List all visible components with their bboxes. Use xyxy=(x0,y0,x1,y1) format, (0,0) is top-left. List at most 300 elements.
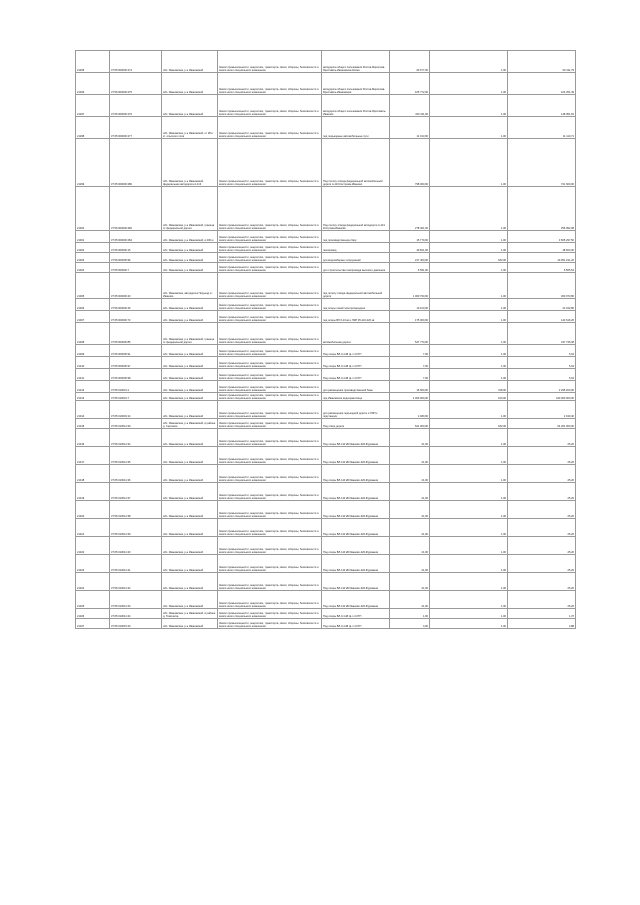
cell-cost: 25,20 xyxy=(508,537,576,555)
cell-n: 21318 xyxy=(76,465,110,483)
cell-addr: обл. Ивановская, р-н Ивановский xyxy=(162,401,218,419)
cell-area: 21,00 xyxy=(390,591,430,609)
cell-cat: Земли промышленности, энергетики, транспорта, связи, обороны, безопасности и земли иного специального назначения xyxy=(218,51,322,73)
cell-share: 1,00 xyxy=(430,501,508,519)
cell-use: Под опоры ВЛ-110 кВ Иваново-220-Фурманов xyxy=(322,573,390,591)
cell-cad: 37:05:010014:44 xyxy=(110,609,162,619)
cell-cad: 37:05:010014:39 xyxy=(110,519,162,537)
cell-cat: Земли промышленности, энергетики, транспорта, связи, обороны, безопасности и земли иного специального назначения xyxy=(218,609,322,619)
cell-cat: Земли промышленности, энергетики, транспорта, связи, обороны, безопасности и земли иного специального назначения xyxy=(218,273,322,299)
table-row xyxy=(76,401,576,419)
cell-cat: Земли промышленности, энергетики, транспорта, связи, обороны, безопасности и земли иного специального назначения xyxy=(218,187,322,231)
table-row xyxy=(76,139,576,187)
cell-share: 1,00 xyxy=(430,231,508,243)
table-row xyxy=(76,419,576,429)
table-row xyxy=(76,555,576,573)
cell-n: 21296 xyxy=(76,73,110,95)
cell-area: 7,00 xyxy=(390,369,430,381)
cell-addr: обл. Ивановская, р-н Ивановский xyxy=(162,369,218,381)
cell-cat: Земли промышленности, энергетики, транспорта, связи, обороны, безопасности и земли иного специального назначения xyxy=(218,253,322,263)
cell-use: Под отвод дороги xyxy=(322,419,390,429)
cell-area: 278 301,00 xyxy=(390,187,430,231)
cell-cat: Земли промышленности, энергетики, транспорта, связи, обороны, безопасности и земли иного специального назначения xyxy=(218,231,322,243)
cell-n: 21315 xyxy=(76,419,110,429)
cell-n: 21295 xyxy=(76,51,110,73)
cell-area: 21,00 xyxy=(390,519,430,537)
table-row xyxy=(76,95,576,117)
cell-cad: 37:05:000000:275 xyxy=(110,73,162,95)
cell-share: 1,00 xyxy=(430,299,508,311)
cell-use: Под опоры ВЛ-110 кВ Иваново-220-Фурманов xyxy=(322,447,390,465)
cell-cad: 37:05:010014:43 xyxy=(110,591,162,609)
cell-area: 217 400,00 xyxy=(390,253,430,263)
cell-cat: Земли промышленности, энергетики, транспорта, связи, обороны, безопасности и земли иного специального назначения xyxy=(218,573,322,591)
table-row xyxy=(76,311,576,323)
cell-addr: обл. Ивановская, р-н Ивановский xyxy=(162,519,218,537)
cell-n: 21317 xyxy=(76,447,110,465)
cell-addr: обл. Ивановская, р-н Ивановский xyxy=(162,591,218,609)
cell-use: для водозаборных сооружений xyxy=(322,253,390,263)
cell-cost: 64 261 000,00 xyxy=(508,419,576,429)
cell-n: 21311 xyxy=(76,369,110,381)
cell-cost: 25,20 xyxy=(508,447,576,465)
cell-cost: 5,04 xyxy=(508,357,576,369)
cell-addr: обл. Ивановская, р-н Ивановский, граница от федеральной дороги xyxy=(162,323,218,345)
cell-area: 21,00 xyxy=(390,555,430,573)
cell-cost: 3 295 200,00 xyxy=(508,381,576,393)
table-row xyxy=(76,537,576,555)
cell-n: 21324 xyxy=(76,573,110,591)
cell-share: 1,00 xyxy=(430,369,508,381)
cell-area: 150 311,00 xyxy=(390,95,430,117)
cell-cost: 5,04 xyxy=(508,369,576,381)
table-row xyxy=(76,253,576,263)
cell-n: 21307 xyxy=(76,311,110,323)
cell-area: 21,00 xyxy=(390,573,430,591)
cell-use: под подъездные автомобильные пути xyxy=(322,117,390,139)
cell-addr: обл. Ивановская, р-н Ивановский xyxy=(162,345,218,357)
cell-cost: 1,37 xyxy=(508,609,576,619)
table-row xyxy=(76,243,576,253)
table-row xyxy=(76,117,576,139)
cell-use: Под опоры ВЛ-0,4 кВ ф-л 4 КТП xyxy=(322,369,390,381)
cell-cost: 104 251,49 xyxy=(508,73,576,95)
cell-cad: 37:05:010014:38 xyxy=(110,501,162,519)
cell-n: 21306 xyxy=(76,299,110,311)
cell-area: 21,00 xyxy=(390,501,430,519)
cell-use: Под опоры ВЛ-110 кВ Иваново-220-Фурманов xyxy=(322,537,390,555)
cell-cad: 37:05:000000:277 xyxy=(110,117,162,139)
table-row xyxy=(76,393,576,401)
cell-cost: 4,88 xyxy=(508,619,576,629)
cell-share: 1,00 xyxy=(430,447,508,465)
cell-addr: обл. Ивановская, р-н Ивановский xyxy=(162,51,218,73)
cell-cost: 25,20 xyxy=(508,483,576,501)
cell-share: 1,00 xyxy=(430,619,508,629)
cell-area: 60 677,00 xyxy=(390,51,430,73)
cell-area: 21,00 xyxy=(390,483,430,501)
cell-cost: 440 000 000,00 xyxy=(508,393,576,401)
cell-cat: Земли промышленности, энергетики, транспорта, связи, обороны, безопасности и земли иного специального назначения xyxy=(218,393,322,401)
cell-area: 1 060 790,00 xyxy=(390,273,430,299)
cell-cat: Земли промышленности, энергетики, транспорта, связи, обороны, безопасности и земли иного специального назначения xyxy=(218,381,322,393)
cell-use: Под опоры ВЛ-0,4 кВ ф-л 4 КТП xyxy=(322,357,390,369)
cell-use: Под опоры ВЛ-0,4 кВ ф-л 4 КТП xyxy=(322,345,390,357)
table-row xyxy=(76,501,576,519)
cell-cad: 37:05:000000:7 xyxy=(110,263,162,273)
cell-n: 21319 xyxy=(76,483,110,501)
cell-share: 182,00 xyxy=(430,253,508,263)
cell-area: 15 000,00 xyxy=(390,381,430,393)
cell-addr: обл. Ивановская, автодорога Подъезд к г. Иваново xyxy=(162,273,218,299)
cell-use: автодорога общего пользования Ростов-Мирослав-Ярославль-Ивановская xyxy=(322,73,390,95)
table-row xyxy=(76,323,576,345)
cell-cat: Земли промышленности, энергетики, транспорта, связи, обороны, безопасности и земли иного специального назначения xyxy=(218,139,322,187)
cell-n: 21305 xyxy=(76,273,110,299)
cell-cat: Земли промышленности, энергетики, транспорта, связи, обороны, безопасности и земли иного специального назначения xyxy=(218,483,322,501)
cell-area: 4 000 000,00 xyxy=(390,393,430,401)
cell-n: 21326 xyxy=(76,609,110,619)
cell-use: под производственную базу xyxy=(322,231,390,243)
cell-cat: Земли промышленности, энергетики, транспорта, связи, обороны, безопасности и земли иного специального назначения xyxy=(218,357,322,369)
cell-area: 21,00 xyxy=(390,537,430,555)
cell-share: 1,00 xyxy=(430,51,508,73)
cell-use: Под опоры ВЛ-0,4 кВ ф-л 4 КТП xyxy=(322,619,390,629)
cell-area: 621 000,00 xyxy=(390,419,430,429)
cell-area: 1,00 xyxy=(390,609,430,619)
cell-addr: обл. Ивановская, р-н Ивановский xyxy=(162,263,218,273)
cell-share: 1,00 xyxy=(430,95,508,117)
cell-cost: 721 600,00 xyxy=(508,139,576,187)
cell-n: 21303 xyxy=(76,253,110,263)
cell-cat: Земли промышленности, энергетики, транспорта, связи, обороны, безопасности и земли иного специального назначения xyxy=(218,465,322,483)
cell-cad: 37:05:000000:15 xyxy=(110,243,162,253)
table-row xyxy=(76,273,576,299)
cell-share: 1,00 xyxy=(430,537,508,555)
cell-cost: 25,20 xyxy=(508,591,576,609)
cell-addr: обл. Ивановская, р-н Ивановский, в районе д. Сергеево xyxy=(162,419,218,429)
cell-use: Под опоры ВЛ-110 кВ Иваново-220-Фурманов xyxy=(322,591,390,609)
cell-area: 105 772,00 xyxy=(390,73,430,95)
cell-n: 21304 xyxy=(76,263,110,273)
cell-cad: 37:05:000000:43 xyxy=(110,273,162,299)
cell-area: 15 779,00 xyxy=(390,231,430,243)
cell-area: 49 601,00 xyxy=(390,243,430,253)
cell-share: 1,00 xyxy=(430,401,508,419)
cell-cad: 37:05:010014:34 xyxy=(110,429,162,447)
cell-n: 21313 xyxy=(76,393,110,401)
cell-cost: 22 042,80 xyxy=(508,299,576,311)
cell-cad: 37:05:010014:37 xyxy=(110,483,162,501)
table-row xyxy=(76,263,576,273)
cell-addr: обл. Ивановская, р-н Ивановский xyxy=(162,555,218,573)
cell-n: 21322 xyxy=(76,537,110,555)
cell-addr: обл. Ивановская, р-н Ивановский, граница от федеральной дороги xyxy=(162,187,218,231)
cell-addr: обл. Ивановская, р-н Ивановский, в 200 м xyxy=(162,231,218,243)
cell-addr: обл. Ивановская, р-н Ивановский xyxy=(162,573,218,591)
table-row xyxy=(76,609,576,619)
cell-n: 21300 xyxy=(76,187,110,231)
cell-cad: 37:05:010014:30 xyxy=(110,419,162,429)
cell-share: 1,00 xyxy=(430,573,508,591)
cell-share: 1,00 xyxy=(430,139,508,187)
table-row xyxy=(76,357,576,369)
document-sheet xyxy=(75,50,575,629)
cell-area: 4,00 xyxy=(390,619,430,629)
cell-n: 21312 xyxy=(76,381,110,393)
cell-n: 21301 xyxy=(76,231,110,243)
cell-share: 1,00 xyxy=(430,345,508,357)
cell-addr: обл. Ивановская, р-н Ивановский xyxy=(162,357,218,369)
cell-cad: 37:05:010001:1 xyxy=(110,381,162,393)
cell-cost: 25,20 xyxy=(508,501,576,519)
cell-use: Под опоры ВЛ-110 кВ Иваново-220-Фурманов xyxy=(322,501,390,519)
cell-use: под полосу отвода федеральной автомобильной дороги xyxy=(322,273,390,299)
cell-addr: обл. Ивановская, р-н Ивановский xyxy=(162,253,218,263)
cell-cat: Земли промышленности, энергетики, транспорта, связи, обороны, безопасности и земли иного специального назначения xyxy=(218,243,322,253)
cell-cost: 25,20 xyxy=(508,429,576,447)
cell-share: 1,00 xyxy=(430,519,508,537)
cell-n: 21298 xyxy=(76,117,110,139)
cell-n: 21323 xyxy=(76,555,110,573)
cell-addr: обл. Ивановская, р-н Ивановский xyxy=(162,311,218,323)
cell-cat: Земли промышленности, энергетики, транспорта, связи, обороны, безопасности и земли иного специального назначения xyxy=(218,419,322,429)
cell-cat: Земли промышленности, энергетики, транспорта, связи, обороны, безопасности и земли иного специального назначения xyxy=(218,299,322,311)
cell-use: Под опоры ВЛ-0,4 кВ ф-л 4 КТП xyxy=(322,609,390,619)
cell-cad: 37:05:000000:97 xyxy=(110,357,162,369)
cell-use: Под опоры ВЛ-110 кВ Иваново-220-Фурманов xyxy=(322,519,390,537)
cell-n: 21321 xyxy=(76,519,110,537)
cell-use: под опоры линий электропередачи xyxy=(322,299,390,311)
cell-use: Под опоры ВЛ-110 кВ Иваново-220-Фурманов xyxy=(322,555,390,573)
table-row xyxy=(76,369,576,381)
table-row xyxy=(76,73,576,95)
cell-area: 21,00 xyxy=(390,465,430,483)
cell-cad: 37:05:000000:46 xyxy=(110,299,162,311)
table-row xyxy=(76,299,576,311)
cell-addr: обл. Ивановская, р-н Ивановский xyxy=(162,429,218,447)
cell-cat: Земли промышленности, энергетики, транспорта, связи, обороны, безопасности и земли иного специального назначения xyxy=(218,311,322,323)
cell-cat: Земли промышленности, энергетики, транспорта, связи, обороны, безопасности и земли иного специального назначения xyxy=(218,95,322,117)
cell-cat: Земли промышленности, энергетики, транспорта, связи, обороны, безопасности и земли иного специального назначения xyxy=(218,73,322,95)
cell-cost: 48 603,00 xyxy=(508,243,576,253)
cell-addr: обл. Ивановская, р-н Ивановский xyxy=(162,619,218,629)
cell-share: 1,00 xyxy=(430,187,508,231)
cell-n: 21309 xyxy=(76,345,110,357)
cell-addr: обл. Ивановская, р-н Ивановский, от 28 в ст. опытного поля xyxy=(162,117,218,139)
cell-use: для строительства газопровода высокого давления xyxy=(322,263,390,273)
cell-addr: обл. Ивановская, р-н Ивановский xyxy=(162,465,218,483)
cell-cost: 300 073,86 xyxy=(508,273,576,299)
cell-share: 1,00 xyxy=(430,117,508,139)
table-row xyxy=(76,381,576,393)
cell-area: 6 591,00 xyxy=(390,263,430,273)
cell-addr: обл. Ивановская, р-н Ивановский xyxy=(162,393,218,401)
cell-cost: 5,04 xyxy=(508,345,576,357)
cell-share: 1,00 xyxy=(430,73,508,95)
cell-use: Под полосу отвода федеральной автомобильной дороги А-113 Кострома-Иваново xyxy=(322,139,390,187)
cell-cat: Земли промышленности, энергетики, транспорта, связи, обороны, безопасности и земли иного специального назначения xyxy=(218,323,322,345)
table-row xyxy=(76,591,576,609)
cell-use: Под опоры ВЛ-110 кВ Иваново-220-Фурманов xyxy=(322,429,390,447)
cell-n: 21325 xyxy=(76,591,110,609)
cell-use: для размещения производственной базы xyxy=(322,381,390,393)
cell-share: 318,00 xyxy=(430,381,508,393)
cell-addr: обл. Ивановская, р-н Ивановский xyxy=(162,73,218,95)
cell-addr: обл. Ивановская, р-н Ивановский, федеральная автодорога А-113 xyxy=(162,139,218,187)
cell-cad: 37:05:000000:96 xyxy=(110,253,162,263)
cell-cost: 256 992,08 xyxy=(508,187,576,231)
cell-n: 21299 xyxy=(76,139,110,187)
table-row xyxy=(76,51,576,73)
table-row xyxy=(76,483,576,501)
cell-share: 182,00 xyxy=(430,419,508,429)
cell-share: 100,00 xyxy=(430,393,508,401)
table-row xyxy=(76,519,576,537)
cell-cad: 37:05:000000:276 xyxy=(110,95,162,117)
cell-cad: 37:05:000000:274 xyxy=(110,51,162,73)
table-body xyxy=(76,51,576,629)
table-row xyxy=(76,187,576,231)
cell-cad: 37:05:010014:35 xyxy=(110,447,162,465)
cell-cat: Земли промышленности, энергетики, транспорта, связи, обороны, безопасности и земли иного специального назначения xyxy=(218,345,322,357)
cell-cat: Земли промышленности, энергетики, транспорта, связи, обороны, безопасности и земли иного специального назначения xyxy=(218,501,322,519)
cell-use: под опоры ВЛ 6-10 кв и ЛЭП 35-110-220 кв xyxy=(322,311,390,323)
cell-cad: 37:05:000000:284 xyxy=(110,231,162,243)
cell-area: 7,00 xyxy=(390,357,430,369)
table-row xyxy=(76,619,576,629)
cell-cat: Земли промышленности, энергетики, транспорта, связи, обороны, безопасности и земли иного специального назначения xyxy=(218,555,322,573)
cell-area: 21,00 xyxy=(390,447,430,465)
cell-n: 21320 xyxy=(76,501,110,519)
cell-cad: 37:05:000000:98 xyxy=(110,369,162,381)
cell-share: 1,00 xyxy=(430,243,508,253)
table-row xyxy=(76,231,576,243)
cell-cost: 143 616,26 xyxy=(508,311,576,323)
cell-share: 1,00 xyxy=(430,555,508,573)
cell-cost: 60 411,79 xyxy=(508,51,576,73)
cell-area: 10 100,00 xyxy=(390,299,430,311)
cell-use: Под опоры ВЛ-110 кВ Иваново-220-Фурманов xyxy=(322,465,390,483)
cell-cost: 3 665 297,50 xyxy=(508,231,576,243)
cell-cat: Земли промышленности, энергетики, транспорта, связи, обороны, безопасности и земли иного специального назначения xyxy=(218,117,322,139)
cell-cat: Земли промышленности, энергетики, транспорта, связи, обороны, безопасности и земли иного специального назначения xyxy=(218,537,322,555)
cell-area: 21,00 xyxy=(390,429,430,447)
cell-cad: 37:05:010015:20 xyxy=(110,619,162,629)
cell-addr: обл. Ивановская, р-н Ивановский xyxy=(162,299,218,311)
cell-cat: Земли промышленности, энергетики, транспорта, связи, обороны, безопасности и земли иного специального назначения xyxy=(218,519,322,537)
table-row xyxy=(76,447,576,465)
cell-cad: 37:05:010014:36 xyxy=(110,465,162,483)
cell-cad: 37:05:010004:14 xyxy=(110,401,162,419)
table-row xyxy=(76,345,576,357)
cell-cost: 40 051 241,20 xyxy=(508,253,576,263)
cell-cost: 2 430,40 xyxy=(508,401,576,419)
cell-area: 11 013,00 xyxy=(390,117,430,139)
cell-cat: Земли промышленности, энергетики, транспорта, связи, обороны, безопасности и земли иного специального назначения xyxy=(218,369,322,381)
cell-addr: обл. Ивановская, р-н Ивановский xyxy=(162,381,218,393)
cell-cost: 25,20 xyxy=(508,555,576,573)
cell-cost: 6 565,54 xyxy=(508,263,576,273)
cell-share: 1,00 xyxy=(430,465,508,483)
cell-share: 1,00 xyxy=(430,609,508,619)
cell-share: 1,00 xyxy=(430,263,508,273)
cell-cad: 37:05:000000:282 xyxy=(110,187,162,231)
cell-addr: обл. Ивановская, р-н Ивановский xyxy=(162,537,218,555)
cell-n: 21314 xyxy=(76,401,110,419)
table-row xyxy=(76,429,576,447)
cell-use: Под опоры ВЛ-110 кВ Иваново-220-Фурманов xyxy=(322,483,390,501)
cell-share: 1,00 xyxy=(430,311,508,323)
cell-n: 21310 xyxy=(76,357,110,369)
cell-cost: 11 113,71 xyxy=(508,117,576,139)
cell-addr: обл. Ивановская, р-н Ивановский xyxy=(162,243,218,253)
table-row xyxy=(76,465,576,483)
cell-addr: обл. Ивановская, р-н Ивановский xyxy=(162,501,218,519)
cell-area: 547 770,00 xyxy=(390,323,430,345)
cell-share: 1,00 xyxy=(430,483,508,501)
cell-share: 1,00 xyxy=(430,429,508,447)
cell-use: газопровод xyxy=(322,243,390,253)
cell-n: 21297 xyxy=(76,95,110,117)
cell-n: 21308 xyxy=(76,323,110,345)
cell-cad: 37:05:000000:280 xyxy=(110,139,162,187)
cell-cat: Земли промышленности, энергетики, транспорта, связи, обороны, безопасности и земли иного специального назначения xyxy=(218,401,322,419)
cell-cad: 37:05:010014:40 xyxy=(110,537,162,555)
cell-cost: 25,20 xyxy=(508,519,576,537)
cell-cost: 25,20 xyxy=(508,573,576,591)
cell-n: 21316 xyxy=(76,429,110,447)
cell-cad: 37:05:000000:85 xyxy=(110,323,162,345)
cell-share: 1,00 xyxy=(430,323,508,345)
cell-share: 1,00 xyxy=(430,273,508,299)
cell-cad: 37:05:000000:91 xyxy=(110,345,162,357)
cell-use: автодорога общего пользования Ростов-Мирослав-Ярославль-Ивановская-Кохма xyxy=(322,51,390,73)
cell-cat: Земли промышленности, энергетики, транспорта, связи, обороны, безопасности и земли иного специального назначения xyxy=(218,591,322,609)
cell-cad: 37:05:010001:7 xyxy=(110,393,162,401)
table-row xyxy=(76,573,576,591)
cell-share: 1,00 xyxy=(430,357,508,369)
cell-cad: 37:05:010014:41 xyxy=(110,555,162,573)
land-plots-table xyxy=(75,50,576,629)
cell-share: 1,00 xyxy=(430,591,508,609)
cell-cad: 37:05:000000:73 xyxy=(110,311,162,323)
cell-cat: Земли промышленности, энергетики, транспорта, связи, обороны, безопасности и земли иного специального назначения xyxy=(218,447,322,465)
cell-addr: обл. Ивановская, р-н Ивановский xyxy=(162,447,218,465)
cell-area: 7,00 xyxy=(390,345,430,357)
cell-area: 175 000,00 xyxy=(390,311,430,323)
cell-area: 2 480,00 xyxy=(390,401,430,419)
cell-cad: 37:05:010014:42 xyxy=(110,573,162,591)
cell-cat: Земли промышленности, энергетики, транспорта, связи, обороны, безопасности и земли иного специального назначения xyxy=(218,619,322,629)
cell-use: для размещения подъездной дороги и ЛЭП к подстанции xyxy=(322,401,390,419)
cell-area: 798 000,00 xyxy=(390,139,430,187)
cell-cost: 437 745,38 xyxy=(508,323,576,345)
cell-cost: 148 951,81 xyxy=(508,95,576,117)
cell-use: Под полосу отвода федеральной автодороги А-113 Кострома-Иваново xyxy=(322,187,390,231)
cell-addr: обл. Ивановская, р-н Ивановский, в районе д. Тимошиха xyxy=(162,609,218,619)
cell-cat: Земли промышленности, энергетики, транспорта, связи, обороны, безопасности и земли иного специального назначения xyxy=(218,429,322,447)
cell-addr: обл. Ивановская, р-н Ивановский xyxy=(162,483,218,501)
cell-use: автодорога общего пользования Ростов-Ярославль-Иваново xyxy=(322,95,390,117)
cell-cost: 25,20 xyxy=(508,465,576,483)
cell-use: под Ивановское водохранилище xyxy=(322,393,390,401)
cell-cat: Земли промышленности, энергетики, транспорта, связи, обороны, безопасности и земли иного специального назначения xyxy=(218,263,322,273)
cell-use: автомобильная дорога xyxy=(322,323,390,345)
cell-n: 21302 xyxy=(76,243,110,253)
cell-n: 21327 xyxy=(76,619,110,629)
cell-addr: обл. Ивановская, р-н Ивановский xyxy=(162,95,218,117)
